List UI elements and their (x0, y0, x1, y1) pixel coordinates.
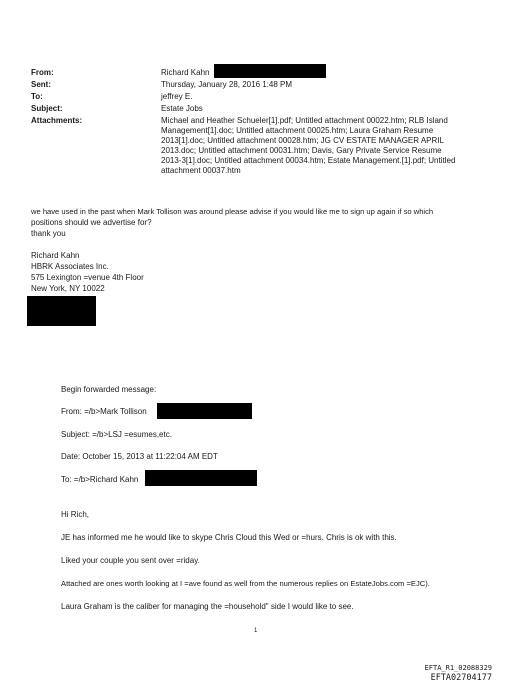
forwarded-greeting: Hi Rich, (61, 510, 90, 519)
redaction-block (214, 64, 326, 78)
forwarded-paragraph: Laura Graham is the caliber for managing the =household" side I would like to see. (61, 602, 354, 611)
forwarded-subject: Subject: =/b>LSJ =esumes,etc. (61, 430, 172, 439)
message-line: thank you (31, 229, 66, 238)
attachments-label: Attachments: (31, 116, 83, 125)
bates-number: EFTA02704177 (430, 673, 492, 683)
to-value: jeffrey E. (161, 92, 193, 101)
attachment-line: 2013[1].doc; Untitled attachment 00028.htm; JG CV ESTATE MANAGER APRIL (161, 136, 444, 145)
subject-value: Estate Jobs (161, 104, 203, 113)
signature-company: HBRK Associates Inc. (31, 262, 109, 271)
attachment-line: Michael and Heather Schueler[1].pdf; Untitled attachment 00022.htm; RLB Island (161, 116, 448, 125)
attachments-list (161, 116, 481, 176)
signature-city: New York, NY 10022 (31, 284, 105, 293)
message-line: positions should we advertise for? (31, 218, 152, 227)
forwarded-paragraph: Attached are ones worth looking at I =ave found as well from the numerous replies on EstateJobs.com =EJC). (61, 579, 430, 588)
forwarded-intro: Begin forwarded message: (61, 385, 157, 394)
from-label: From: (31, 68, 54, 77)
forwarded-from-text: From: =/b>Mark Tollison (61, 407, 147, 416)
attachment-line: Management[1].doc; Untitled attachment 00025.htm; Laura Graham Resume (161, 126, 434, 135)
sent-label: Sent: (31, 80, 51, 89)
from-value: Richard Kahn (161, 68, 210, 77)
redaction-block (145, 470, 257, 486)
message-line: we have used in the past when Mark Tollison was around please advise if you would like me to sign up again if so which (31, 207, 434, 216)
signature-name: Richard Kahn (31, 251, 80, 260)
signature-address: 575 Lexington =venue 4th Floor (31, 273, 144, 282)
forwarded-paragraph: Liked your couple you sent over =riday. (61, 556, 200, 565)
page-number: 1 (254, 628, 258, 634)
attachment-line: 2013.doc; Untitled attachment 00031.htm; Davis, Gary Private Service Resume (161, 146, 442, 155)
redaction-block (157, 403, 252, 419)
to-label: To: (31, 92, 43, 101)
attachment-line: attachment 00037.htm (161, 166, 241, 175)
subject-label: Subject: (31, 104, 63, 113)
forwarded-to: To: =/b>Richard Kahn (61, 475, 139, 484)
bates-number: EFTA_R1_02088329 (424, 664, 492, 672)
forwarded-date: Date: October 15, 2013 at 11:22:04 AM EDT (61, 452, 218, 461)
forwarded-paragraph: JE has informed me he would like to skype Chris Cloud this Wed or =hurs. Chris is ok with this. (61, 533, 397, 542)
attachment-line: 2013-3[1].doc; Untitled attachment 00034.htm; Estate Management.[1].pdf; Untitled (161, 156, 456, 165)
redaction-block (27, 296, 96, 326)
sent-value: Thursday, January 28, 2016 1:48 PM (161, 80, 293, 89)
forwarded-from (61, 407, 491, 417)
